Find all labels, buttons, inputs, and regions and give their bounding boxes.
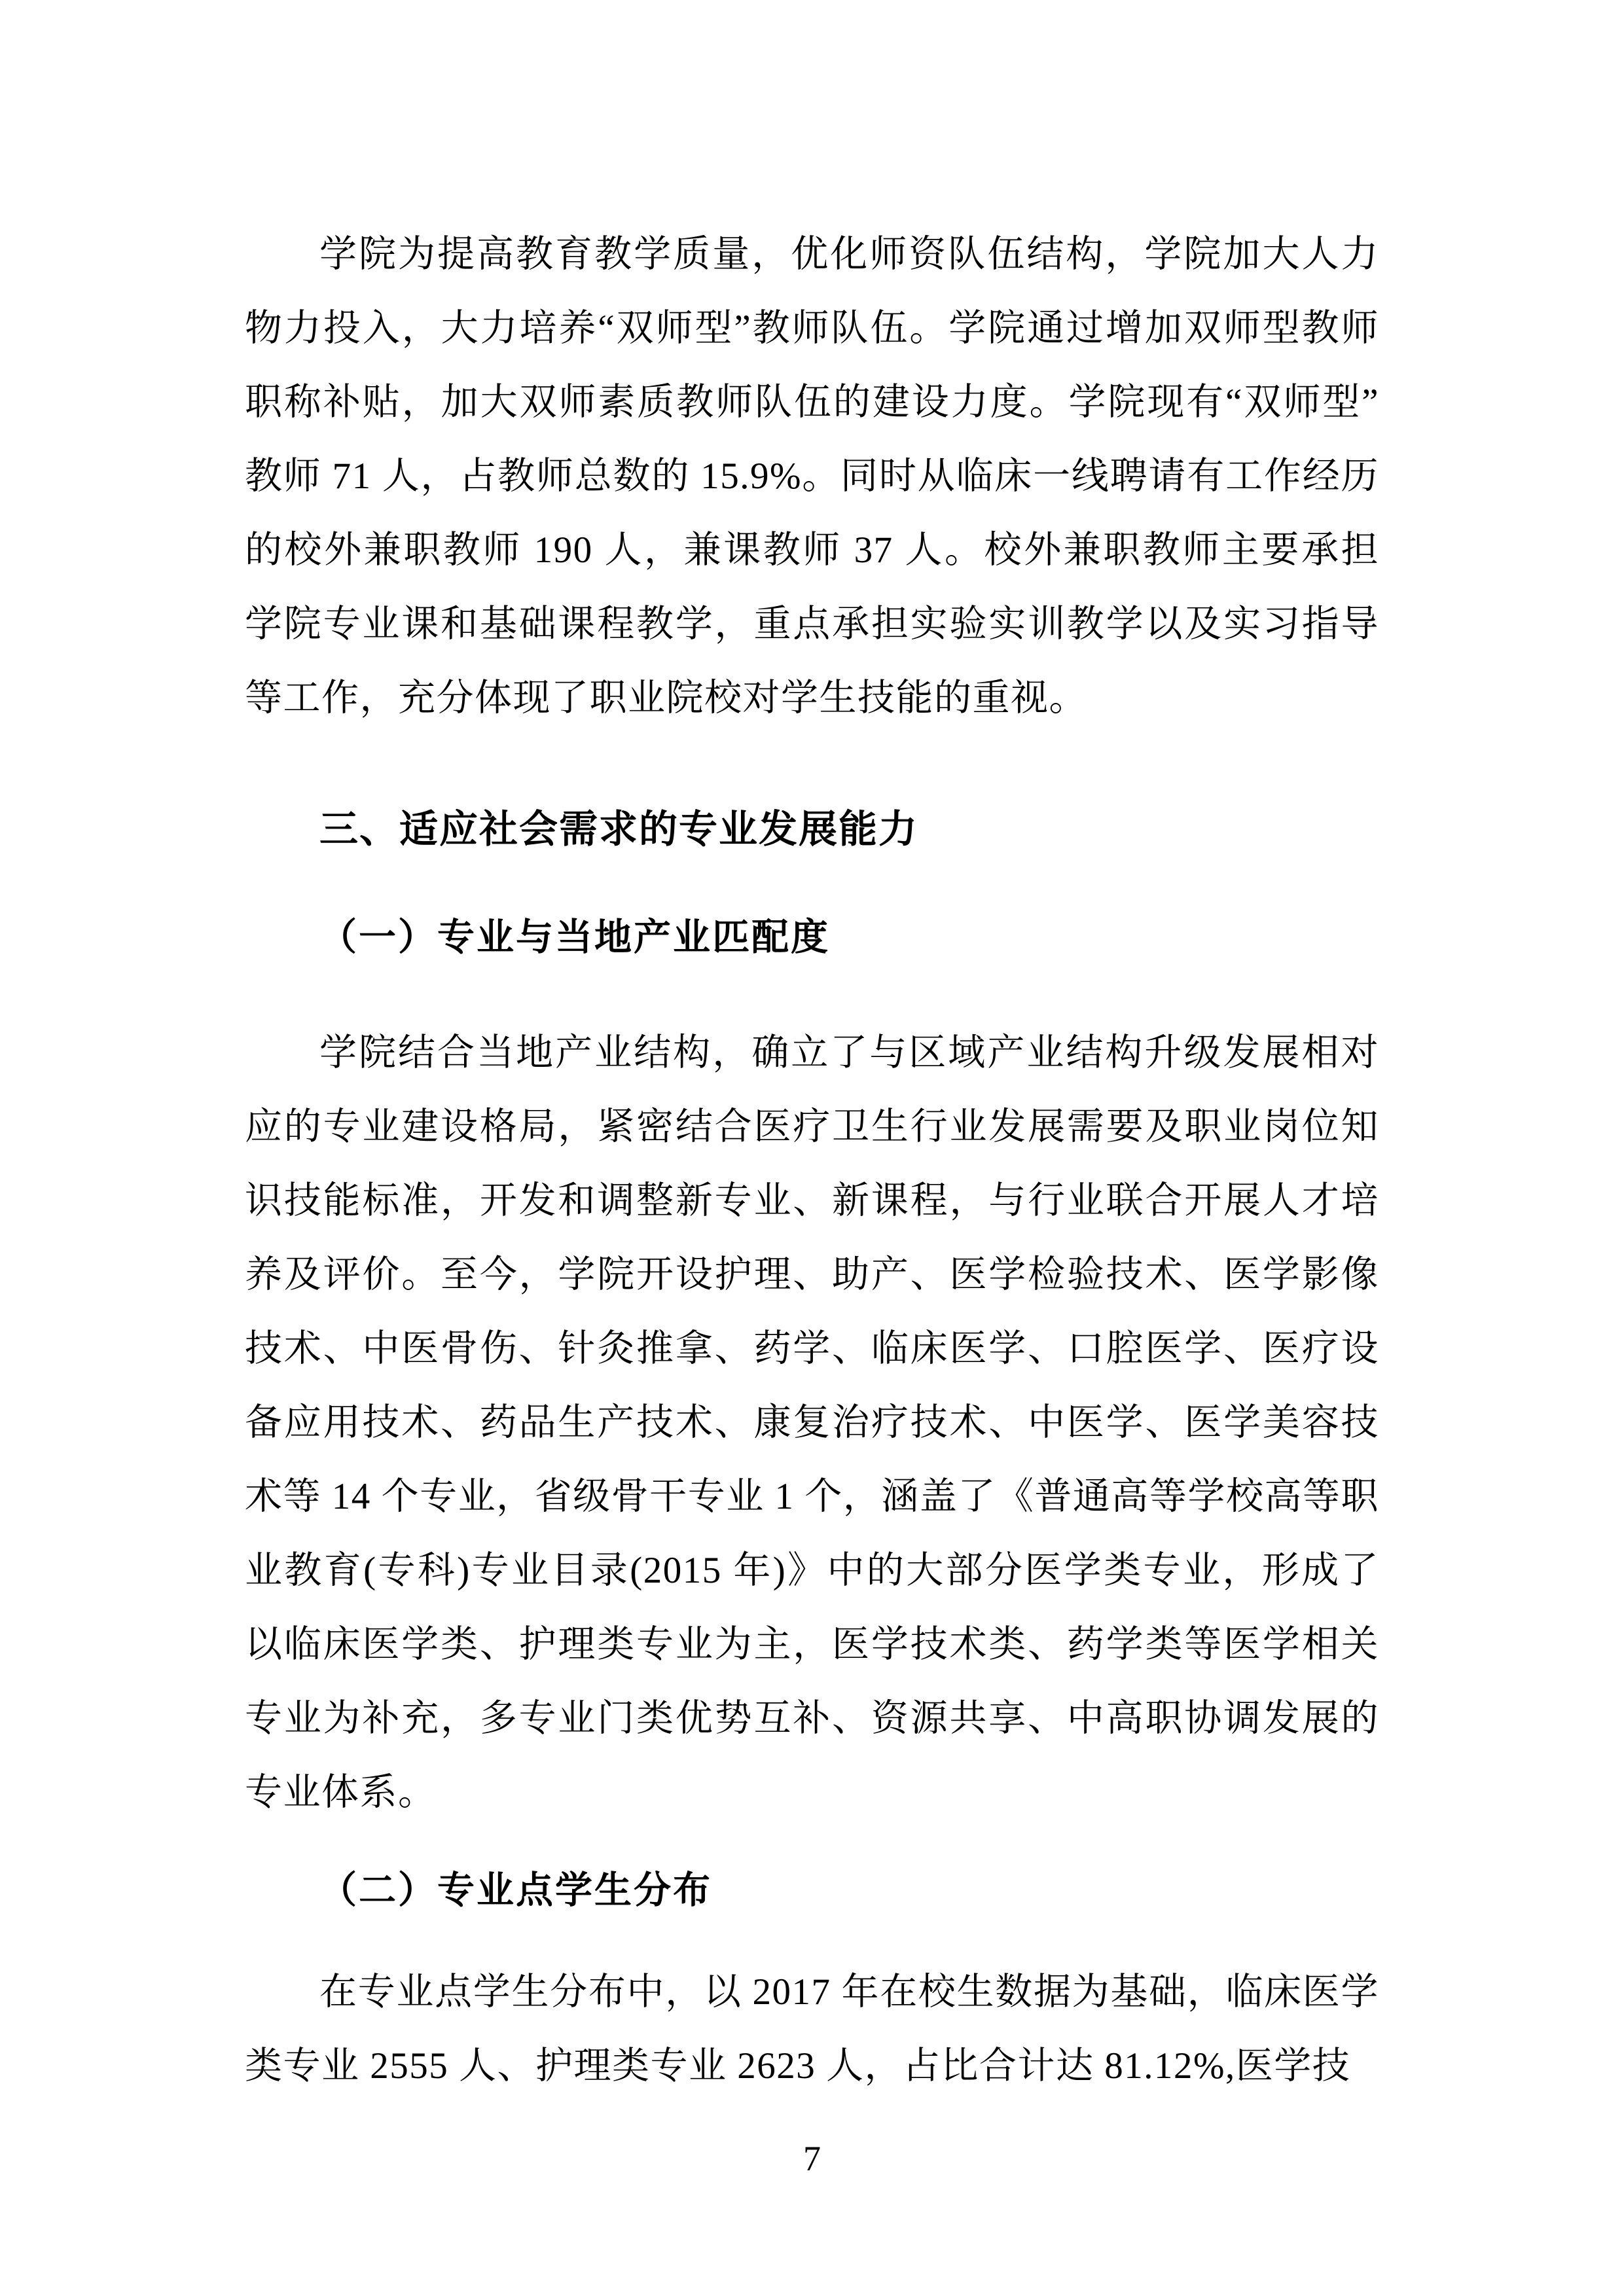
section-heading-3: 三、适应社会需求的专业发展能力	[319, 808, 919, 851]
subsection-heading-1: （一）专业与当地产业匹配度	[319, 917, 830, 958]
paragraph-student-distribution: 在专业点学生分布中，以 2017 年在校生数据为基础，临床医学类专业 2555 人、护理类专业 2623 人，占比合计达 81.12%,医学技	[245, 1971, 1379, 2087]
page-content	[245, 217, 1379, 2103]
paragraph-teacher-team: 学院为提高教育教学质量，优化师资队伍结构，学院加大人力物力投入，大力培养“双师型”教师队伍。学院通过增加双师型教师职称补贴，加大双师素质教师队伍的建设力度。学院现有“双师型”教师 71 人，占教师总数的 15.9%。同时从临床一线聘请有工作经历的校外兼职教师 190 人，兼课教师 37 人。校外兼职教师主要承担学院专业课和基础课程教学，重点承担实验实训教学以及实习指导等工作，充分体现了职业院校对学生技能的重视。	[245, 234, 1379, 719]
page-footer	[0, 2139, 1624, 2178]
page-number: 7	[803, 2139, 821, 2178]
paragraph-industry-match: 学院结合当地产业结构，确立了与区域产业结构升级发展相对应的专业建设格局，紧密结合医疗卫生行业发展需要及职业岗位知识技能标准，开发和调整新专业、新课程，与行业联合开展人才培养及评价。至今，学院开设护理、助产、医学检验技术、医学影像技术、中医骨伤、针灸推拿、药学、临床医学、口腔医学、医疗设备应用技术、药品生产技术、康复治疗技术、中医学、医学美容技术等 14 个专业，省级骨干专业 1 个，涵盖了《普通高等学校高等职业教育(专科)专业目录(2015 年)》中的大部分医学类专业，形成了以临床医学类、护理类专业为主，医学技术类、药学类等医学相关专业为补充，多专业门类优势互补、资源共享、中高职协调发展的专业体系。	[245, 1032, 1379, 1813]
subsection-heading-2: （二）专业点学生分布	[319, 1870, 712, 1911]
